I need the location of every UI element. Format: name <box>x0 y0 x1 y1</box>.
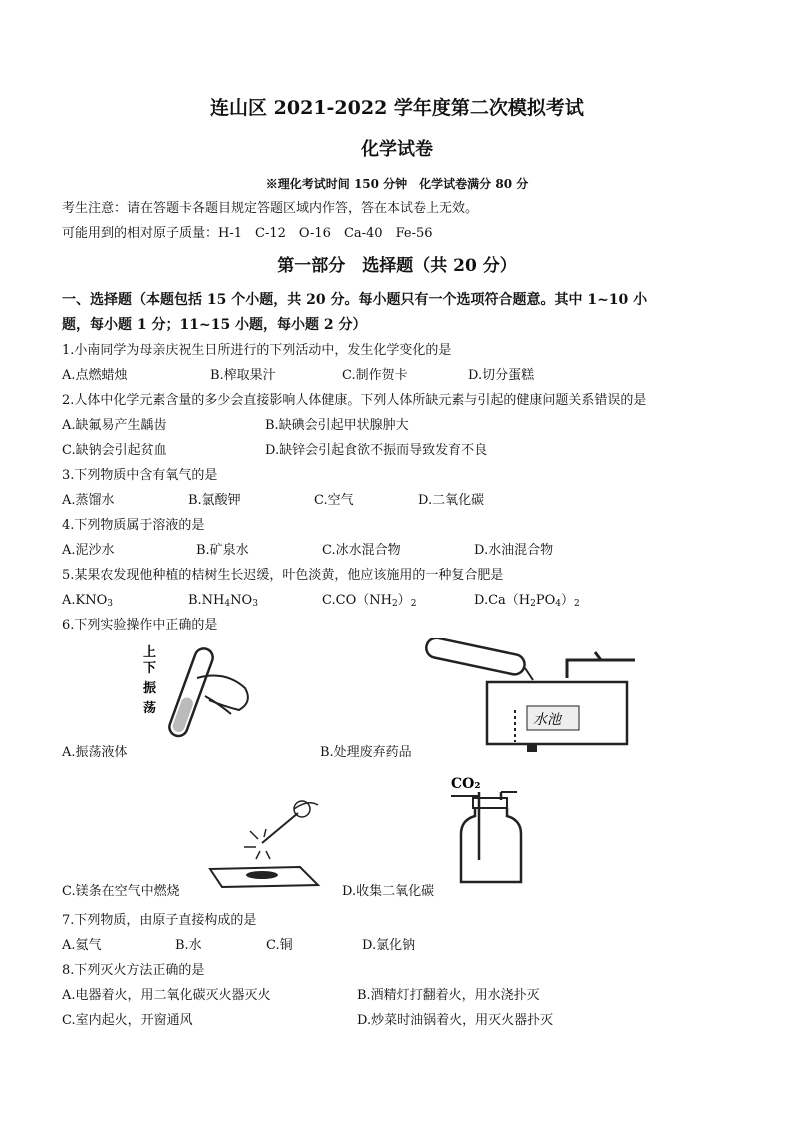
q3-option-c: C.空气 <box>314 493 354 508</box>
question-4-stem: 4.下列物质属于溶液的是 <box>62 518 205 533</box>
atomic-masses: 可能用到的相对原子质量：H-1 C-12 O-16 Ca-40 Fe-56 <box>62 226 433 241</box>
q6-option-a: A.振荡液体 <box>62 745 128 760</box>
section-instruction-cont: 题，每小题 1 分；11~15 小题，每小题 2 分） <box>62 317 367 333</box>
figure-waste-disposal <box>415 638 645 753</box>
q5-option-c: $C.CO(NH_2)_2$ <box>322 593 417 609</box>
q2-option-c: C.缺钠会引起贫血 <box>62 443 167 458</box>
q7-option-d: D.氯化钠 <box>362 938 416 953</box>
q2-option-a: A.缺氟易产生龋齿 <box>62 418 167 433</box>
q3-option-d: D.二氧化碳 <box>418 493 485 508</box>
exam-title: 连山区 2021-2022 学年度第二次模拟考试 <box>210 97 584 119</box>
q8-option-b: B.酒精灯打翻着火，用水浇扑灭 <box>357 988 540 1003</box>
q8-option-d: D.炒菜时油锅着火，用灭火器扑灭 <box>357 1013 554 1028</box>
q1-option-c: C.制作贺卡 <box>342 368 408 383</box>
q7-option-c: C.铜 <box>266 938 293 953</box>
section-title: 第一部分 选择题（共 20 分） <box>277 256 517 276</box>
q4-option-d: D.水油混合物 <box>474 543 554 558</box>
q5-option-d: $D.Ca(H_2PO_4)_2$ <box>474 593 580 609</box>
figure-co2-collection <box>445 770 555 890</box>
figure-a-label-4: 荡 <box>143 701 157 716</box>
q7-option-a: A.氦气 <box>62 938 102 953</box>
q4-option-a: A.泥沙水 <box>62 543 115 558</box>
q6-option-c: C.镁条在空气中燃烧 <box>62 884 180 899</box>
exam-info: ※理化考试时间 150 分钟 化学试卷满分 80 分 <box>265 177 529 191</box>
q1-option-a: A.点燃蜡烛 <box>62 368 128 383</box>
q8-option-c: C.室内起火，开窗通风 <box>62 1013 193 1028</box>
q7-option-b: B.水 <box>175 938 202 953</box>
figure-d-label: CO₂ <box>451 776 481 792</box>
question-7-stem: 7.下列物质，由原子直接构成的是 <box>62 913 257 928</box>
exam-notice: 考生注意：请在答题卡各题目规定答题区域内作答，答在本试卷上无效。 <box>62 201 479 216</box>
question-1-stem: 1.小南同学为母亲庆祝生日所进行的下列活动中，发生化学变化的是 <box>62 343 452 358</box>
q8-option-a: A.电器着火，用二氧化碳灭火器灭火 <box>62 988 271 1003</box>
q2-option-b: B.缺碘会引起甲状腺肿大 <box>265 418 409 433</box>
q1-option-d: D.切分蛋糕 <box>468 368 535 383</box>
q5-option-b: $B.NH_4NO_3$ <box>188 593 258 609</box>
q4-option-c: C.冰水混合物 <box>322 543 401 558</box>
figure-b-label: 水池 <box>533 712 561 728</box>
figure-a-label-3: 振 <box>143 681 157 696</box>
question-6-stem: 6.下列实验操作中正确的是 <box>62 618 218 633</box>
question-5-stem: 5.某果农发现他种植的桔树生长迟缓，叶色淡黄，他应该施用的一种复合肥是 <box>62 568 504 583</box>
q6-option-d: D.收集二氧化碳 <box>342 884 435 899</box>
figure-magnesium-burning <box>200 795 330 890</box>
q3-option-b: B.氯酸钾 <box>188 493 241 508</box>
figure-a-label-1: 上 <box>143 645 157 660</box>
q3-option-a: A.蒸馏水 <box>62 493 115 508</box>
q5-option-a: $A.KNO_3$ <box>62 593 113 609</box>
paper-subtitle: 化学试卷 <box>361 139 433 160</box>
question-3-stem: 3.下列物质中含有氧气的是 <box>62 468 218 483</box>
figure-a-label-2: 下 <box>143 661 157 676</box>
q1-option-b: B.榨取果汁 <box>210 368 276 383</box>
figure-shaking-test-tube <box>135 640 265 745</box>
question-8-stem: 8.下列灭火方法正确的是 <box>62 963 205 978</box>
q2-option-d: D.缺锌会引起食欲不振而导致发育不良 <box>265 443 488 458</box>
section-instruction: 一、选择题（本题包括 15 个小题，共 20 分。每小题只有一个选项符合题意。其中 1~10 小 <box>62 292 648 308</box>
q6-option-b: B.处理废弃药品 <box>320 745 412 760</box>
question-2-stem: 2.人体中化学元素含量的多少会直接影响人体健康。下列人体所缺元素与引起的健康问题关系错误的是 <box>62 393 647 408</box>
q4-option-b: B.矿泉水 <box>196 543 249 558</box>
